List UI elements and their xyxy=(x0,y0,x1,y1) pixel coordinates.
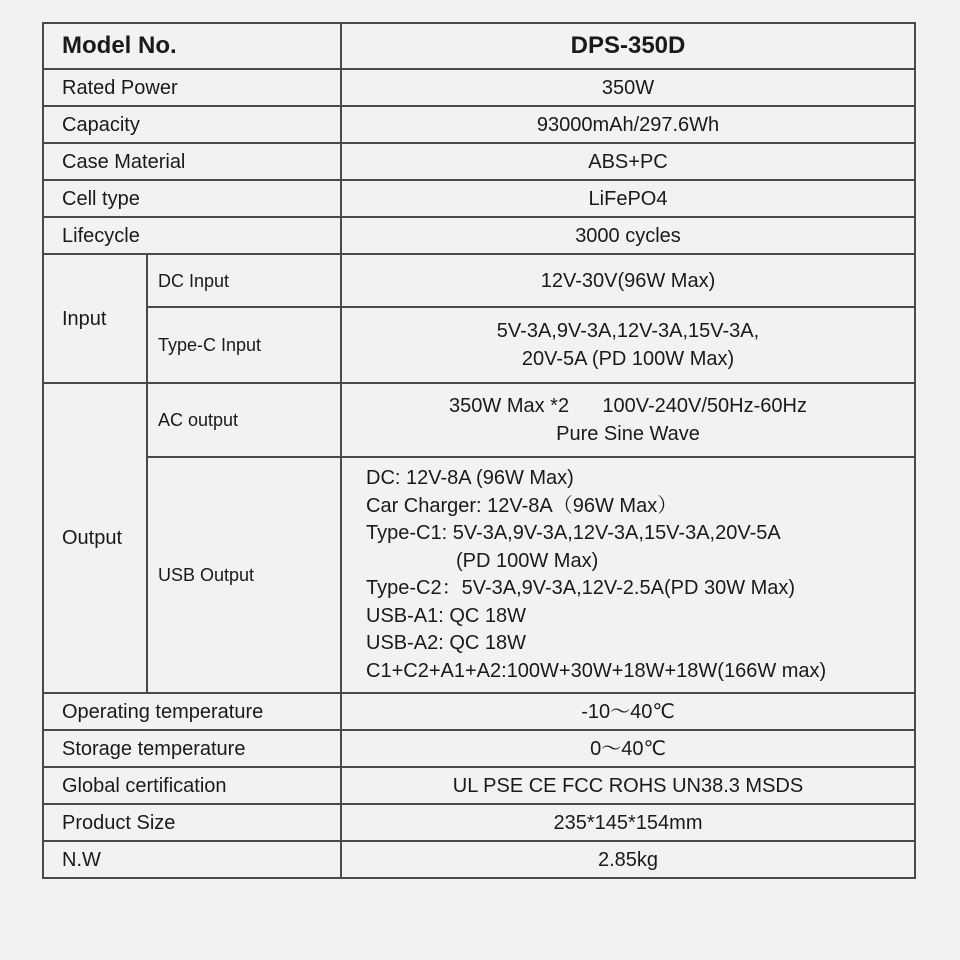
table-row xyxy=(43,767,915,804)
ac-output-line: Pure Sine Wave xyxy=(556,423,700,445)
global-certification-value: UL PSE CE FCC ROHS UN38.3 MSDS xyxy=(341,767,915,804)
usb-output-line: USB-A1: QC 18W xyxy=(366,604,527,627)
usb-output-line: (PD 100W Max) xyxy=(456,549,599,572)
dc-input-label: DC Input xyxy=(147,254,341,307)
case-material-label: Case Material xyxy=(43,143,341,180)
lifecycle-label: Lifecycle xyxy=(43,217,341,254)
usb-output-line: Type-C2：5V-3A,9V-3A,12V-2.5A(PD 30W Max) xyxy=(366,577,796,599)
table-row xyxy=(43,383,915,457)
table-header-row xyxy=(43,23,915,69)
case-material-value: ABS+PC xyxy=(341,143,915,180)
product-size-value: 235*145*154mm xyxy=(341,804,915,841)
table-row xyxy=(43,217,915,254)
ac-output-label: AC output xyxy=(147,383,341,457)
table-row xyxy=(43,106,915,143)
ac-output-line: 350W Max *2 100V-240V/50Hz-60Hz xyxy=(449,395,807,417)
model-value: DPS-350D xyxy=(341,23,915,69)
storage-temperature-label: Storage temperature xyxy=(43,730,341,767)
usb-output-line: USB-A2: QC 18W xyxy=(366,632,527,654)
operating-temperature-label: Operating temperature xyxy=(43,693,341,730)
usb-output-line: DC: 12V-8A (96W Max) xyxy=(366,467,574,489)
typec-input-value xyxy=(341,307,915,383)
ac-output-value xyxy=(341,383,915,457)
table-row xyxy=(43,804,915,841)
global-certification-label: Global certification xyxy=(43,767,341,804)
table-row xyxy=(43,841,915,878)
typec-input-label: Type-C Input xyxy=(147,307,341,383)
cell-type-value: LiFePO4 xyxy=(341,180,915,217)
capacity-label: Capacity xyxy=(43,106,341,143)
capacity-value: 93000mAh/297.6Wh xyxy=(341,106,915,143)
table-row xyxy=(43,693,915,730)
nw-label: N.W xyxy=(43,841,341,878)
table-row xyxy=(43,143,915,180)
rated-power-value: 350W xyxy=(341,69,915,106)
table-row xyxy=(43,457,915,693)
storage-temperature-value: 0～40℃ xyxy=(341,730,915,767)
model-label: Model No. xyxy=(43,23,341,69)
lifecycle-value: 3000 cycles xyxy=(341,217,915,254)
dc-input-value: 12V-30V(96W Max) xyxy=(341,254,915,307)
usb-output-line: Car Charger: 12V-8A（96W Max） xyxy=(366,494,678,517)
product-size-label: Product Size xyxy=(43,804,341,841)
rated-power-label: Rated Power xyxy=(43,69,341,106)
input-group-label: Input xyxy=(43,254,147,383)
cell-type-label: Cell type xyxy=(43,180,341,217)
table-row xyxy=(43,69,915,106)
table-row xyxy=(43,180,915,217)
operating-temperature-value: -10～40℃ xyxy=(341,693,915,730)
table-row xyxy=(43,254,915,307)
typec-input-line: 20V-5A (PD 100W Max) xyxy=(521,348,735,370)
usb-output-line: C1+C2+A1+A2:100W+30W+18W+18W(166W max) xyxy=(366,659,827,682)
usb-output-line: Type-C1: 5V-3A,9V-3A,12V-3A,15V-3A,20V-5A xyxy=(366,522,781,544)
output-group-label: Output xyxy=(43,383,147,693)
usb-output-value xyxy=(341,457,915,693)
nw-value: 2.85kg xyxy=(341,841,915,878)
table-row xyxy=(43,307,915,383)
usb-output-label: USB Output xyxy=(147,457,341,693)
typec-input-line: 5V-3A,9V-3A,12V-3A,15V-3A, xyxy=(496,320,760,342)
spec-table xyxy=(42,22,916,879)
table-row xyxy=(43,730,915,767)
